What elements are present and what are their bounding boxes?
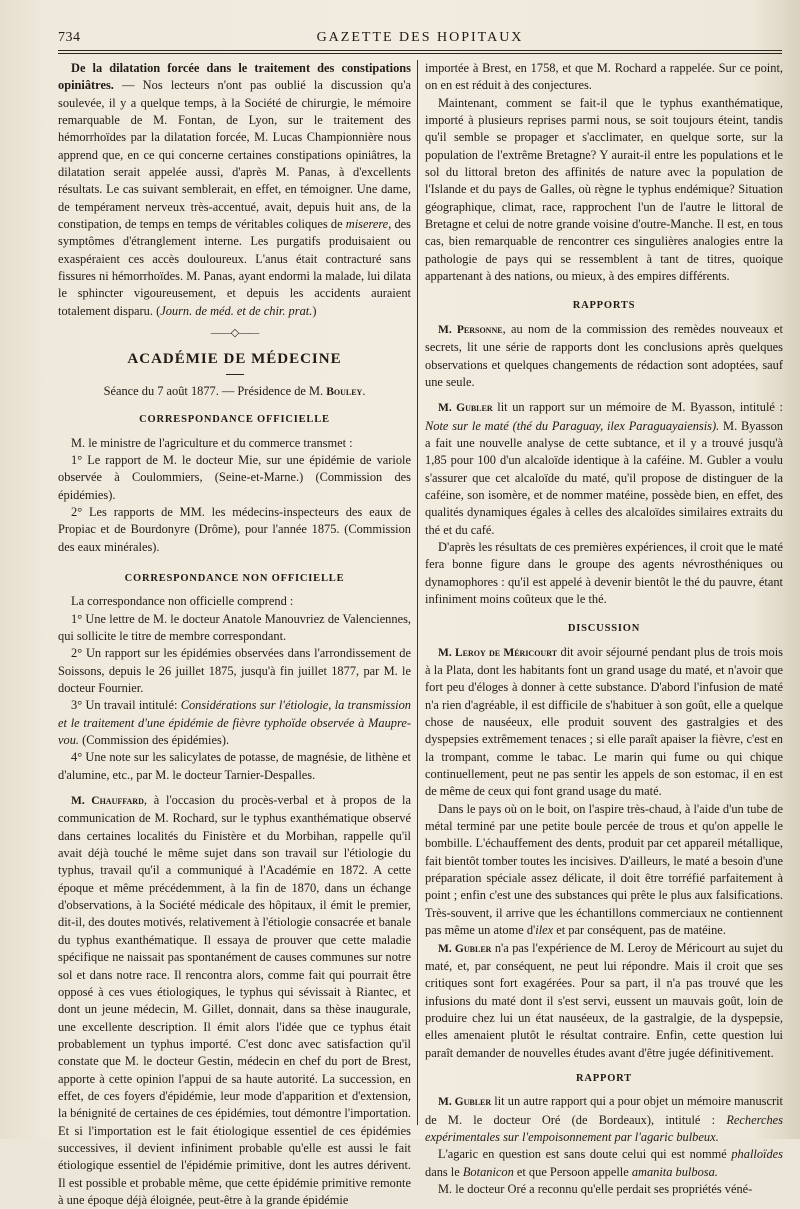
president-name: Bouley: [326, 385, 363, 398]
subhead-rapport: RAPPORT: [576, 1072, 632, 1084]
paragraph: 4° Une note sur les salicylates de potasse, de magnésie, de lithène et d'alumine, etc., par M. le docteur Tarnier-Despalles.: [58, 750, 411, 782]
paragraph: 3° Un travail intitulé: Considérations sur l'étiologie, la transmission et le traitement d'une épidémie de fièvre typhoïde observée à Maupre-vou. (Commission des épidémies).: [58, 698, 411, 748]
work-title: Recherches expérimentales sur l'empoisonnement par l'agaric bulbeux.: [425, 1112, 783, 1144]
section-title-academie: ACADÉMIE DE MÉDECINE: [127, 350, 342, 367]
paragraph: M. le ministre de l'agriculture et du commerce transmet :: [71, 435, 353, 450]
header-rule: [58, 50, 782, 51]
column-divider: [417, 60, 418, 1125]
paragraph-gubler-rapport: M. Gubler lit un autre rapport qui a pour objet un mémoire manuscrit de M. le docteur Oré (de Bordeaux), intitulé : Recherches expérimentales sur l'empoisonnement par l'agaric bulbeux.: [425, 1094, 783, 1144]
work-title: Considérations sur l'étiologie, la transmission et le traitement d'une épidémie de fièvre typhoïde observée à Maupre-vou.: [58, 698, 411, 748]
subhead-rapports: RAPPORTS: [572, 300, 636, 312]
paragraph: D'après les résultats de ces premières expériences, il croit que le maté fera bonne figure dans le groupe des agents névrosthéniques ou dynamophores : qu'il est appelé à devenir bientôt le thé du pauvre, étant infiniment moins coûteux que le thé.: [425, 539, 783, 606]
paragraph: Maintenant, comment se fait-il que le typhus exanthématique, importé à plusieurs reprises parmi nous, se soit toujours éteint, tandis qu'il semble se propager et s'acclimater, en quelque sorte, sur la population de l'extrême Bretagne? Y aurait-il entre les populations et le sol du littoral breton des affinités de nature avec la population de l'Islande et du pays de Galles, où règne le typhus endémique? Situation géographique, climat, race, rapprochent l'un de l'autre le littoral de Bretagne et celui de notre grande voisine d'outre-Manche. Il est, en tous cas, bien remarquable de rencontrer ces singulières analogies entre la pathologie de pays qui se ressemblent à tant de titres, quoique appartenant à des nations, ou mieux, à des empires différents.: [425, 95, 783, 284]
ornament-separator: ——◇——: [210, 327, 259, 340]
speaker-name: M. Chauffard: [71, 795, 144, 808]
page-number: 734: [58, 30, 81, 45]
article-title: De la dilatation forcée dans le traitement des constipations opiniâtres.: [58, 61, 411, 93]
paragraph: 2° Les rapports de MM. les médecins-inspecteurs des eaux de Propiac et de Bourdonyre (Drôme), pour l'année 1875. (Commission des eaux minérales).: [58, 504, 411, 554]
work-title: Note sur le maté (thé du Paraguay, ilex Paraguayaiensis).: [425, 418, 720, 433]
speaker-name: M. Gubler: [438, 942, 492, 955]
short-rule: [226, 374, 244, 375]
paragraph-gubler: M. Gubler lit un rapport sur un mémoire de M. Byasson, intitulé : Note sur le maté (thé du Paraguay, ilex Paraguayaiensis). M. Byasson a fait une nouvelle analyse de cette subtance, et il y a trouvé jusqu'à 1,85 pour 100 d'un alcaloïde identique à la caféine. M. Gubler a voulu s'assurer que cet alcaloïde du maté, qu'il propose de distinguer de la caféine, son isomère, et de nommer matéine, possède bien, en effet, des qualités dynamiques égales à celles des alcaloïdes similaires extraits du thé et du café.: [425, 400, 783, 537]
paragraph-gubler-reply: M. Gubler n'a pas l'expérience de M. Leroy de Méricourt au sujet du maté, et, par conséquent, ne peut lui répondre. Mais il croit que ses critiques sont fort exagérées. Pour sa part, il n'a pas trouvé que les infusions du maté dont il s'est servi, eussent un mauvais goût, loin de produire chez lui un état nauséeux, de la gastralgie, de la dyspepsie, elles amenaient plutôt le résultat contraire. Enfin, cette question lui paraît demander de nouvelles études avant d'être jugée définitivement.: [425, 940, 783, 1060]
journal-citation: Journ. de méd. et de chir. prat.: [160, 303, 313, 318]
paragraph: M. le docteur Oré a reconnu qu'elle perdait ses propriétés véné-: [438, 1181, 753, 1196]
subhead-correspondance-officielle: CORRESPONDANCE OFFICIELLE: [139, 414, 330, 426]
subhead-correspondance-non-officielle: CORRESPONDANCE NON OFFICIELLE: [124, 572, 345, 584]
paragraph: La correspondance non officielle comprend :: [71, 594, 294, 609]
right-column: [425, 60, 783, 1198]
speaker-name: M. Gubler: [438, 1096, 492, 1109]
running-title: GAZETTE DES HOPITAUX: [316, 30, 524, 45]
seance-line: Séance du 7 août 1877. — Présidence de M. Bouley.: [103, 383, 366, 398]
paragraph: importée à Brest, en 1758, et que M. Rochard a rappelée. Sur ce point, on en est réduit à des conjectures.: [425, 61, 783, 93]
paragraph: 1° Le rapport de M. le docteur Mie, sur une épidémie de variole observée à Coulommiers, (Seine-et-Marne.) (Commission des épidémies).: [58, 452, 411, 502]
paragraph-leroy: M. Leroy de Méricourt dit avoir séjourné pendant plus de trois mois à la Plata, dont les habitants font un grand usage du maté, et n'avoir que fort peu d'éloges à donner à cette substance. D'abord l'infusion de maté n'a rien d'agréable, il est difficile de s'habituer à son goût, elle a quelque chose de nauséeux, elle produit souvent des gastralgies et des dyspepsies extrêmement tenaces ; si elle paraît apaiser la fièvre, c'est en la trompant, comme le tabac. Le marin qui fume ou qui chique continuellement, peut ne pas sentir les appels de son estomac, il en est de même de ceux qui font grand usage du maté.: [425, 644, 783, 799]
paragraph: L'agaric en question est sans doute celui qui est nommé phalloïdes dans le Botanicon et que Persoon appelle amanita bulbosa.: [425, 1147, 783, 1179]
speaker-name: M. Personne: [438, 323, 503, 336]
speaker-name: M. Leroy de Méricourt: [438, 646, 558, 659]
speaker-name: M. Gubler: [438, 402, 493, 415]
paragraph-chauffard: M. Chauffard, à l'occasion du procès-verbal et à propos de la communication de M. Rochard, sur le typhus exanthématique observé dans certaines localités du Finistère et du Morbihan, rappelle qu'il avait déjà touché le même sujet dans son travail sur l'étiologie du typhus, travail qu'il a communiqué à l'Académie en 1872. A cette époque et même précédemment, à la fin de 1870, dans un échange d'observations, à la Société médicale des hôpitaux, il émit le premier, dit-il, des doutes motivés, relativement à l'étiologie consacrée et banale du typhus exanthématique. Il essaya de prouver que cette maladie spécifique ne naissait pas spontanément de causes communes sur notre sol et dans notre race. Il rencontra alors, comme fait qui pourrait être opposé à ces vues étiologiques, le typhus qui sévissait à Riantec, et dont un jeune médecin, M. Gillet, donnait, dans sa thèse inaugurale, une excellente description. Il émit alors l'idée que ce typhus était probablement un typhus importé. C'est donc avec satisfaction qu'il constate que M. le docteur Gestin, médecin en chef du port de Brest, apporte à cette opinion l'appui de sa haute autorité. La succession, en effet, de ces foyers d'épidémie, leur mode d'apparition et d'extension, la bénignité de certaines de ces épidémies, tout démontre l'importation. Et si l'importation est le fait étiologique essentiel de ces épidémies successives, il devient infiniment probable qu'elle est aussi le fait étiologique essentiel de l'épidémie primitive, dont les autres dérivent. Il est possible et probable même, que cette épidémie primitive remonte à une époque déjà éloignée, peut-être à la grande épidémie: [58, 793, 412, 1207]
paragraph: 2° Un rapport sur les épidémies observées dans l'arrondissement de Soissons, depuis le 26 juillet 1875, jusqu'à fin juillet 1877, par M. le docteur Fournier.: [58, 646, 411, 695]
paragraph: 1° Une lettre de M. le docteur Anatole Manouvriez de Valenciennes, qui sollicite le titre de membre correspondant.: [58, 611, 411, 643]
paragraph: Dans le pays où on le boit, on l'aspire très-chaud, à l'aide d'un tube de métal terminé par une petite boule percée de trous et qu'on appelle le bombille. L'échauffement des dents, produit par cet appareil métallique, fait bientôt tomber toutes les incisives. D'ailleurs, le maté a besoin d'une préparation spéciale assez délicate, il doit être torréfié parfaitement à point ; enfin c'est une des substances qui prête le plus aux falsifications. Très-souvent, il arrive que les échantillons commerciaux ne contiennent pas même un atome d'ilex et par conséquent, pas de matéine.: [425, 801, 783, 938]
header-rule-double: [58, 53, 782, 54]
paragraph-personne: M. Personne, au nom de la commission des remèdes nouveaux et secrets, lit une série de rapports dont les conclusions après quelques observations et quelques changements de rédaction sont adoptées, sauf une seule.: [425, 321, 783, 389]
article-dilatation: De la dilatation forcée dans le traitement des constipations opiniâtres. — Nos lecteurs n'ont pas oublié la discussion qu'a soulevée, il y a quelque temps, à la Société de chirurgie, le mémoire remarquable de M. Fontan, de Lyon, sur le traitement des hémorrhoïdes par la dilatation forcée, M. Lucas Championnière nous apprend que, en ce qui concerne certaines constipations opiniâtres, la dilatation serait appelée aussi, d'après M. Panas, à d'excellents résultats. Le cas suivant semblerait, en effet, en témoigner. Une dame, de tempérament nerveux très-accentué, avait, depuis huit ans, de la constipation, de temps en temps de véritables coliques de miserere, des symptômes d'étranglement interne. Les purgatifs produisaient ou exaspéraient ces accès douloureux. L'anus était contracturé sans fissures ni hémorrhoïdes. M. Panas, ayant endormi la malade, lui dilata le sphincter vigoureusement, et depuis les accidents auraient totalement disparu. (Journ. de méd. et de chir. prat.): [58, 61, 411, 318]
page-header: [58, 28, 782, 50]
left-column: [58, 60, 411, 1209]
subhead-discussion: DISCUSSION: [567, 623, 641, 635]
